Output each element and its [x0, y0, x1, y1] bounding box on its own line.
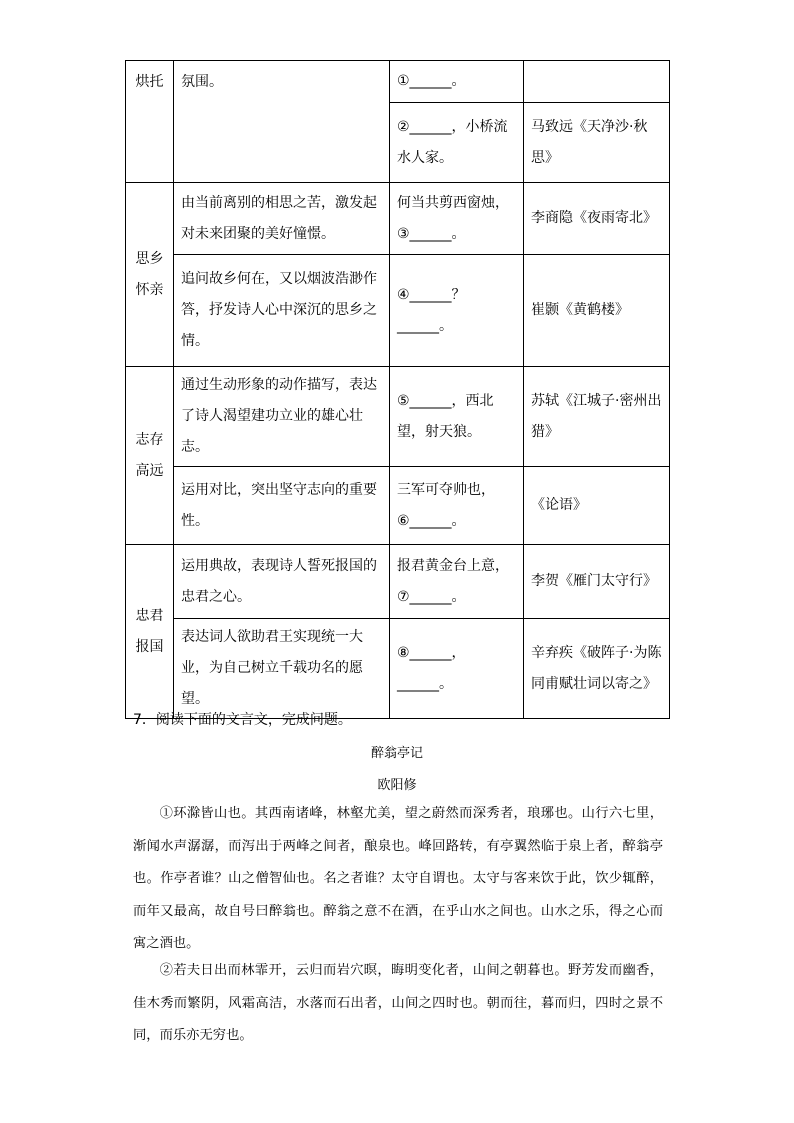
question-prompt: 7．阅读下面的文言文，完成问题。: [133, 712, 352, 728]
category-cell: 志存高远: [126, 367, 174, 545]
quote-cell: 三军可夺帅也，⑥______。: [390, 467, 524, 545]
passage-paragraph: ②若夫日出而林霏开，云归而岩穴暝，晦明变化者，山间之朝暮也。野芳发而幽香，佳木秀而繁阴，风霜高洁，水落而石出者，山间之四时也。朝而往，暮而归，四时之景不同，而乐亦无穷也。: [133, 963, 663, 1043]
passage-paragraph: ①环滁皆山也。其西南诸峰，林壑尤美，望之蔚然而深秀者，琅琊也。山行六七里，渐闻水声潺潺，而泻出于两峰之间者，酿泉也。峰回路转，有亭翼然临于泉上者，醉翁亭也。作亭者谁？山之僧智仙也。名之者谁？太守自谓也。太守与客来饮于此，饮少辄醉，而年又最高，故自号曰醉翁也。醉翁之意不在酒，在乎山水之间也。山水之乐，得之心而寓之酒也。: [133, 806, 663, 951]
table-row: [126, 367, 670, 467]
category-cell: 忠君报国: [126, 545, 174, 719]
table-row: [126, 255, 670, 367]
quote-cell: 报君黄金台上意，⑦______。: [390, 545, 524, 619]
table-row: [126, 545, 670, 619]
source-cell: [524, 61, 670, 103]
category-cell: 思乡怀亲: [126, 183, 174, 367]
technique-cell: 表达词人欲助君王实现统一大业，为自己树立千载功名的愿望。: [174, 619, 390, 719]
technique-cell: 运用典故，表现诗人誓死报国的忠君之心。: [174, 545, 390, 619]
technique-cell: 运用对比，突出坚守志向的重要性。: [174, 467, 390, 545]
source-cell: 辛弃疾《破阵子·为陈同甫赋壮词以寄之》: [524, 619, 670, 719]
table-row: [126, 619, 670, 719]
quote-cell: ⑤______，西北望，射天狼。: [390, 367, 524, 467]
technique-cell: 由当前离别的相思之苦，激发起对未来团聚的美好憧憬。: [174, 183, 390, 255]
table-row: [126, 61, 670, 103]
source-cell: 李贺《雁门太守行》: [524, 545, 670, 619]
quote-cell: ⑧______，______。: [390, 619, 524, 719]
quote-cell: ④______？______。: [390, 255, 524, 367]
passage-title: 醉翁亭记: [370, 746, 423, 761]
table-row: [126, 183, 670, 255]
source-cell: 《论语》: [524, 467, 670, 545]
quote-cell: ②______，小桥流水人家。: [390, 103, 524, 183]
poetry-table: [125, 60, 670, 719]
quote-cell: ①______。: [390, 61, 524, 103]
technique-cell: 追问故乡何在，又以烟波浩渺作答，抒发诗人心中深沉的思乡之情。: [174, 255, 390, 367]
technique-cell: 通过生动形象的动作描写，表达了诗人渴望建功立业的雄心壮志。: [174, 367, 390, 467]
source-cell: 苏轼《江城子·密州出猎》: [524, 367, 670, 467]
category-cell: 烘托: [126, 61, 174, 183]
table-row: [126, 467, 670, 545]
technique-cell: 氛围。: [174, 61, 390, 183]
source-cell: 马致远《天净沙·秋思》: [524, 103, 670, 183]
source-cell: 李商隐《夜雨寄北》: [524, 183, 670, 255]
passage-author: 欧阳修: [377, 778, 417, 793]
source-cell: 崔颢《黄鹤楼》: [524, 255, 670, 367]
quote-cell: 何当共剪西窗烛，③______。: [390, 183, 524, 255]
